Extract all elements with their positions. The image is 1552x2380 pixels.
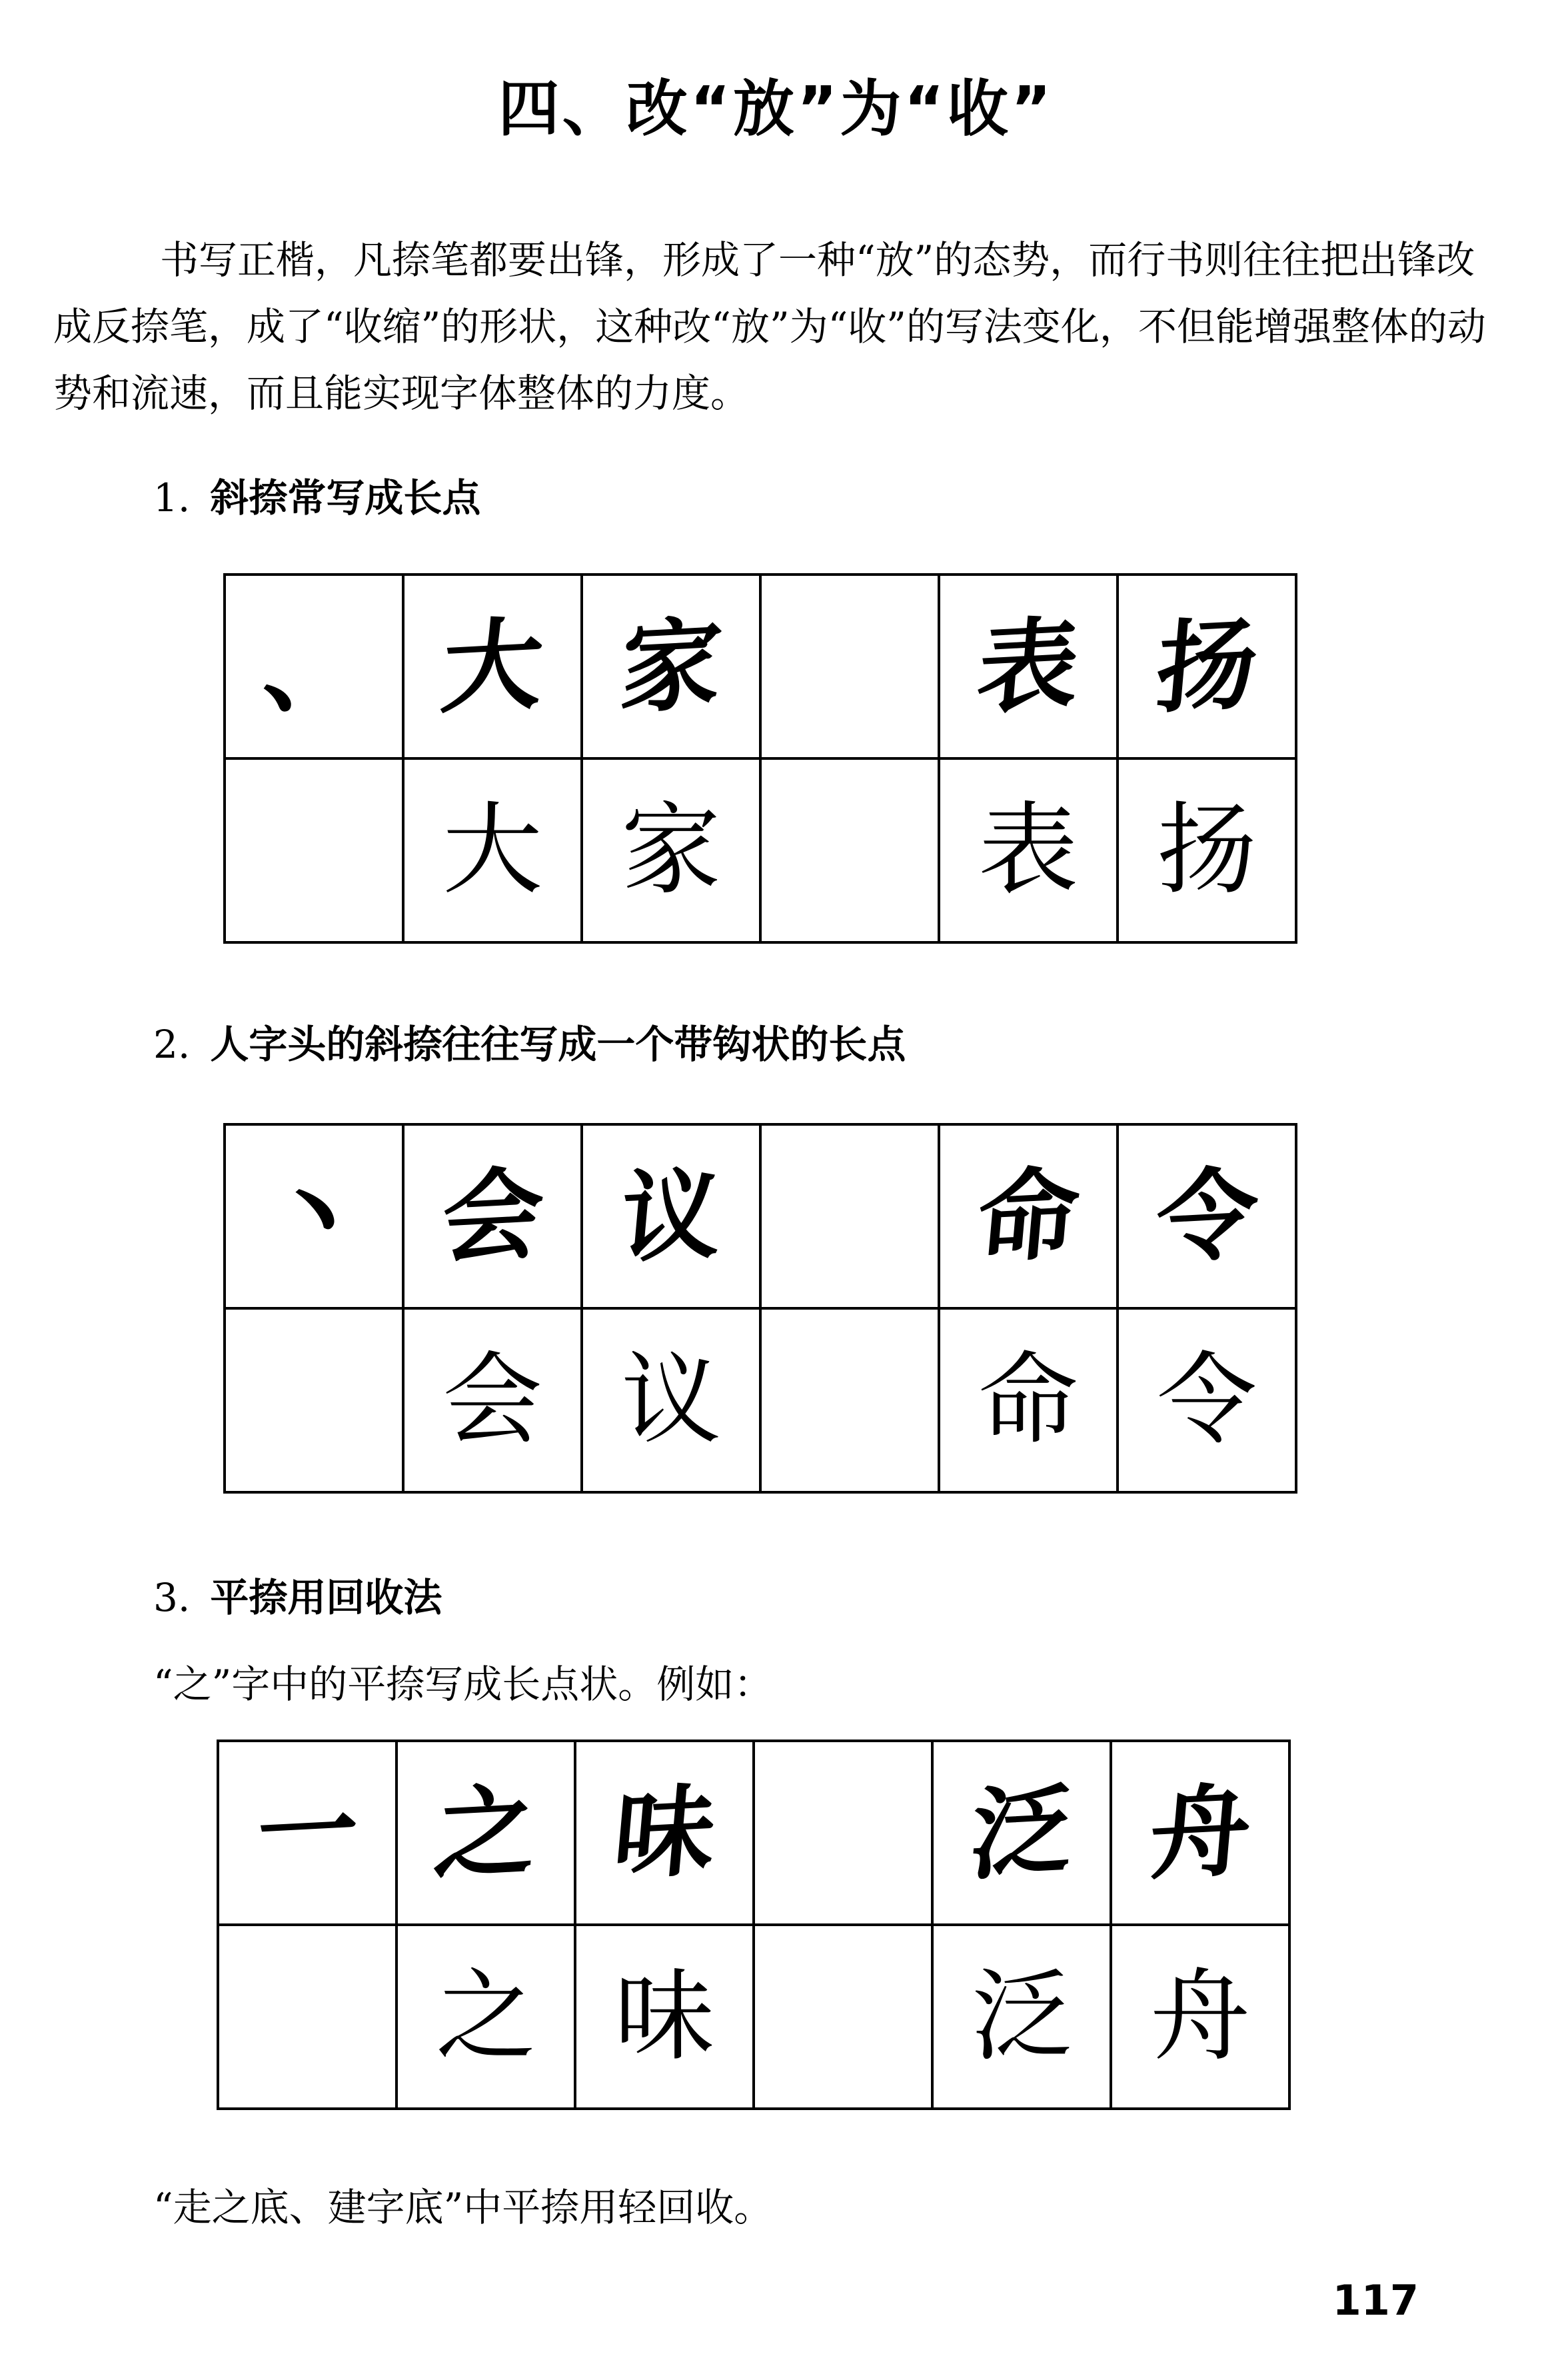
grid-cell [760,758,939,942]
grid-cell: 之 [396,1925,575,2109]
section-2-heading [153,1013,906,1069]
grid-cell: 命 [939,1124,1118,1308]
character-grid-3 [217,1740,1291,2110]
grid-cell: 丶 [225,1124,403,1308]
grid-cell: 表 [939,575,1118,758]
grid-2-row-cursive [225,1124,1296,1308]
page-number: 117 [1332,2276,1419,2325]
grid-cell [760,575,939,758]
grid-1-row-regular [225,758,1296,942]
grid-cell: 大 [403,758,582,942]
section-1-title: 斜捺常写成长点 [210,475,481,521]
grid-cell [754,1741,932,1925]
character-grid-2 [223,1123,1297,1494]
intro-paragraph [53,227,1499,427]
character-grid-1 [223,573,1297,944]
grid-cell [218,1925,396,2109]
grid-cell: 泛 [932,1925,1111,2109]
grid-cell: 会 [403,1308,582,1492]
grid-cell [754,1925,932,2109]
grid-cell: 扬 [1118,575,1296,758]
grid-cell: 令 [1118,1124,1296,1308]
section-3-title: 平捺用回收法 [210,1575,442,1620]
section-3-number: 3. [153,1575,191,1620]
grid-cell: 泛 [932,1741,1111,1925]
footer-note: “走之底、建字底”中平捺用轻回收。 [153,2185,773,2230]
grid-cell: 议 [582,1308,760,1492]
grid-cell [760,1124,939,1308]
page-title: 四、改“放”为“收” [498,73,1054,145]
grid-cell: 命 [939,1308,1118,1492]
section-2-title: 人字头的斜捺往往写成一个带钩状的长点 [210,1022,906,1067]
grid-cell: 一 [218,1741,396,1925]
section-2-number: 2. [153,1022,191,1067]
grid-cell [225,758,403,942]
grid-cell: 家 [582,758,760,942]
grid-cell: 议 [582,1124,760,1308]
grid-cell: 令 [1118,1308,1296,1492]
grid-cell: 、 [225,575,403,758]
section-1-heading [153,467,480,523]
grid-cell: 扬 [1118,758,1296,942]
grid-cell: 会 [403,1124,582,1308]
grid-cell: 大 [403,575,582,758]
grid-1-row-cursive [225,575,1296,758]
grid-3-row-regular [218,1925,1289,2109]
grid-cell: 味 [575,1741,754,1925]
section-1-number: 1. [153,475,191,521]
section-3-heading [153,1566,442,1622]
grid-2-row-regular [225,1308,1296,1492]
grid-cell: 之 [396,1741,575,1925]
grid-cell: 舟 [1111,1741,1289,1925]
grid-cell [225,1308,403,1492]
grid-cell: 味 [575,1925,754,2109]
grid-cell: 舟 [1111,1925,1289,2109]
grid-cell: 家 [582,575,760,758]
section-3-note: “之”字中的平捺写成长点状。例如： [153,1662,773,1707]
grid-cell: 表 [939,758,1118,942]
grid-3-row-cursive [218,1741,1289,1925]
grid-cell [760,1308,939,1492]
intro-text: 书写正楷，凡捺笔都要出锋，形成了一种“放”的态势，而行书则往往把出锋改成反捺笔，成了“收缩”的形状，这种改“放”为“收”的写法变化，不但能增强整体的动势和流速，而且能实现字体整体的力度。 [53,237,1486,416]
